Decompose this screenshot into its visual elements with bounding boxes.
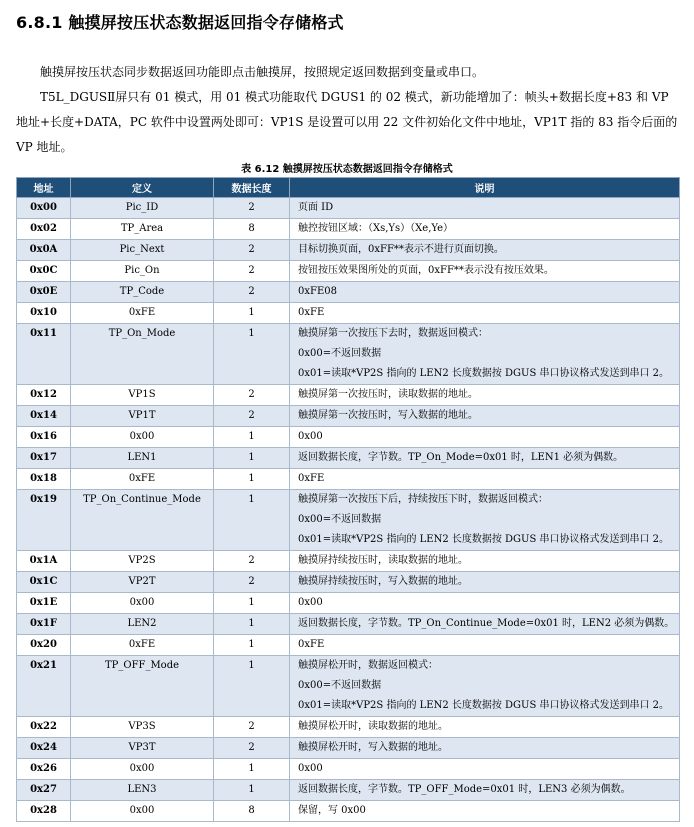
definition-cell: LEN1 [71, 448, 214, 469]
length-cell: 8 [214, 801, 290, 822]
description-line: 触摸屏松开时，写入数据的地址。 [298, 742, 448, 753]
description-line: 0x00 [298, 431, 323, 442]
description-cell [290, 801, 680, 822]
column-header-address: 地址 [17, 178, 71, 198]
description-line: 0xFE [298, 639, 325, 650]
description-cell [290, 198, 680, 219]
description-line: 0xFE [298, 473, 325, 484]
description-line: 0x00=不返回数据 [298, 680, 382, 691]
address-cell: 0x17 [17, 448, 71, 469]
address-cell: 0x1F [17, 614, 71, 635]
description-cell [290, 490, 680, 551]
definition-cell: VP1T [71, 406, 214, 427]
definition-cell: 0x00 [71, 801, 214, 822]
length-cell: 1 [214, 469, 290, 490]
description-line: 返回数据长度，字节数。TP_OFF_Mode=0x01 时，LEN3 必须为偶数。 [298, 784, 631, 795]
description-line: 0x01=读取*VP2S 指向的 LEN2 长度数据按 DGUS 串口协议格式发送到串口 2。 [298, 368, 670, 379]
description-line: 触摸屏持续按压时，写入数据的地址。 [298, 576, 468, 587]
address-cell: 0x0C [17, 261, 71, 282]
length-cell: 1 [214, 324, 290, 385]
description-cell [290, 261, 680, 282]
address-cell: 0x22 [17, 717, 71, 738]
description-cell [290, 385, 680, 406]
table-row [17, 738, 680, 759]
address-cell: 0x0A [17, 240, 71, 261]
definition-cell: 0xFE [71, 303, 214, 324]
description-line: 0xFE [298, 307, 325, 318]
definition-cell: VP3S [71, 717, 214, 738]
description-line: 0x01=读取*VP2S 指向的 LEN2 长度数据按 DGUS 串口协议格式发送到串口 2。 [298, 700, 670, 711]
address-cell: 0x26 [17, 759, 71, 780]
definition-cell: TP_OFF_Mode [71, 656, 214, 717]
length-cell: 1 [214, 614, 290, 635]
description-cell [290, 759, 680, 780]
description-line: 0x00=不返回数据 [298, 514, 382, 525]
description-cell [290, 469, 680, 490]
description-cell [290, 572, 680, 593]
column-header-definition: 定义 [71, 178, 214, 198]
definition-cell: Pic_ID [71, 198, 214, 219]
mode-paragraph: T5L_DGUSⅡ屏只有 01 模式，用 01 模式功能取代 DGUS1 的 02 模式，新功能增加了：帧头+数据长度+83 和 VP 地址+长度+DATA，PC 软件中设置两处即可：VP1S 是设置可以用 22 文件初始化文件中地址，VP1T 指的 83 指令后面的 VP 地址。 [16, 90, 678, 154]
storage-format-table [16, 177, 680, 822]
length-cell: 2 [214, 406, 290, 427]
section-heading: 6.8.1 触摸屏按压状态数据返回指令存储格式 [16, 13, 344, 32]
length-cell: 1 [214, 593, 290, 614]
description-line: 0x00 [298, 597, 323, 608]
length-cell: 2 [214, 738, 290, 759]
length-cell: 1 [214, 303, 290, 324]
address-cell: 0x20 [17, 635, 71, 656]
column-header-length: 数据长度 [214, 178, 290, 198]
table-row [17, 469, 680, 490]
address-cell: 0x24 [17, 738, 71, 759]
description-line: 0x00=不返回数据 [298, 348, 382, 359]
description-line: 返回数据长度，字节数。TP_On_Mode=0x01 时，LEN1 必须为偶数。 [298, 452, 624, 463]
description-line: 0xFE08 [298, 286, 337, 297]
length-cell: 1 [214, 780, 290, 801]
intro-paragraph: 触摸屏按压状态同步数据返回功能即点击触摸屏，按照规定返回数据到变量或串口。 [40, 65, 485, 79]
definition-cell: Pic_Next [71, 240, 214, 261]
length-cell: 2 [214, 240, 290, 261]
description-cell [290, 593, 680, 614]
address-cell: 0x27 [17, 780, 71, 801]
address-cell: 0x14 [17, 406, 71, 427]
length-cell: 2 [214, 282, 290, 303]
description-line: 按钮按压效果图所处的页面，0xFF**表示没有按压效果。 [298, 265, 554, 276]
description-line: 触摸屏第一次按压下去时，数据返回模式： [298, 328, 488, 339]
table-row [17, 303, 680, 324]
description-cell [290, 717, 680, 738]
length-cell: 2 [214, 198, 290, 219]
table-row [17, 448, 680, 469]
length-cell: 2 [214, 551, 290, 572]
length-cell: 1 [214, 635, 290, 656]
definition-cell: 0x00 [71, 593, 214, 614]
length-cell: 8 [214, 219, 290, 240]
table-row [17, 572, 680, 593]
description-line: 返回数据长度，字节数。TP_On_Continue_Mode=0x01 时，LEN2 必须为偶数。 [298, 618, 675, 629]
definition-cell: TP_Area [71, 219, 214, 240]
definition-cell: 0xFE [71, 469, 214, 490]
address-cell: 0x02 [17, 219, 71, 240]
definition-cell: VP1S [71, 385, 214, 406]
description-line: 保留，写 0x00 [298, 805, 366, 816]
address-cell: 0x11 [17, 324, 71, 385]
table-row [17, 780, 680, 801]
description-line: 触摸屏第一次按压下后，持续按压下时，数据返回模式： [298, 494, 548, 505]
address-cell: 0x1C [17, 572, 71, 593]
description-cell [290, 635, 680, 656]
table-row [17, 385, 680, 406]
description-line: 触摸屏松开时，数据返回模式： [298, 660, 438, 671]
description-cell [290, 448, 680, 469]
definition-cell: LEN3 [71, 780, 214, 801]
description-line: 0x01=读取*VP2S 指向的 LEN2 长度数据按 DGUS 串口协议格式发送到串口 2。 [298, 534, 670, 545]
table-row [17, 759, 680, 780]
table-row [17, 406, 680, 427]
definition-cell: 0xFE [71, 635, 214, 656]
description-line: 触摸屏第一次按压时，写入数据的地址。 [298, 410, 478, 421]
address-cell: 0x21 [17, 656, 71, 717]
length-cell: 1 [214, 759, 290, 780]
table-row [17, 324, 680, 385]
definition-cell: VP3T [71, 738, 214, 759]
definition-cell: TP_On_Mode [71, 324, 214, 385]
address-cell: 0x18 [17, 469, 71, 490]
table-header-row [17, 178, 680, 198]
address-cell: 0x1E [17, 593, 71, 614]
table-row [17, 198, 680, 219]
table-row [17, 490, 680, 551]
address-cell: 0x28 [17, 801, 71, 822]
definition-cell: VP2T [71, 572, 214, 593]
column-header-description: 说明 [290, 178, 680, 198]
description-cell [290, 656, 680, 717]
table-row [17, 656, 680, 717]
definition-cell: VP2S [71, 551, 214, 572]
description-line: 目标切换页面，0xFF**表示不进行页面切换。 [298, 244, 504, 255]
definition-cell: 0x00 [71, 427, 214, 448]
description-cell [290, 551, 680, 572]
table-row [17, 261, 680, 282]
length-cell: 1 [214, 448, 290, 469]
table-row [17, 551, 680, 572]
description-cell [290, 240, 680, 261]
address-cell: 0x1A [17, 551, 71, 572]
length-cell: 2 [214, 385, 290, 406]
description-cell [290, 303, 680, 324]
description-cell [290, 780, 680, 801]
description-cell [290, 282, 680, 303]
description-line: 页面 ID [298, 202, 334, 213]
description-line: 触摸屏持续按压时，读取数据的地址。 [298, 555, 468, 566]
description-cell [290, 219, 680, 240]
description-cell [290, 738, 680, 759]
table-row [17, 282, 680, 303]
definition-cell: TP_On_Continue_Mode [71, 490, 214, 551]
length-cell: 2 [214, 261, 290, 282]
description-cell [290, 406, 680, 427]
table-row [17, 614, 680, 635]
definition-cell: TP_Code [71, 282, 214, 303]
address-cell: 0x10 [17, 303, 71, 324]
address-cell: 0x00 [17, 198, 71, 219]
table-row [17, 240, 680, 261]
table-row [17, 635, 680, 656]
description-line: 触摸屏第一次按压时，读取数据的地址。 [298, 389, 478, 400]
definition-cell: 0x00 [71, 759, 214, 780]
length-cell: 1 [214, 490, 290, 551]
address-cell: 0x19 [17, 490, 71, 551]
length-cell: 2 [214, 717, 290, 738]
table-caption: 表 6.12 触摸屏按压状态数据返回指令存储格式 [241, 164, 453, 175]
address-cell: 0x12 [17, 385, 71, 406]
address-cell: 0x16 [17, 427, 71, 448]
description-line: 触控按钮区域：（Xs,Ys）（Xe,Ye） [298, 223, 454, 234]
length-cell: 1 [214, 656, 290, 717]
definition-cell: Pic_On [71, 261, 214, 282]
length-cell: 1 [214, 427, 290, 448]
description-line: 0x00 [298, 763, 323, 774]
description-cell [290, 427, 680, 448]
address-cell: 0x0E [17, 282, 71, 303]
table-row [17, 219, 680, 240]
length-cell: 2 [214, 572, 290, 593]
description-cell [290, 614, 680, 635]
table-row [17, 801, 680, 822]
table-row [17, 717, 680, 738]
description-cell [290, 324, 680, 385]
description-line: 触摸屏松开时，读取数据的地址。 [298, 721, 448, 732]
definition-cell: LEN2 [71, 614, 214, 635]
table-row [17, 593, 680, 614]
table-row [17, 427, 680, 448]
